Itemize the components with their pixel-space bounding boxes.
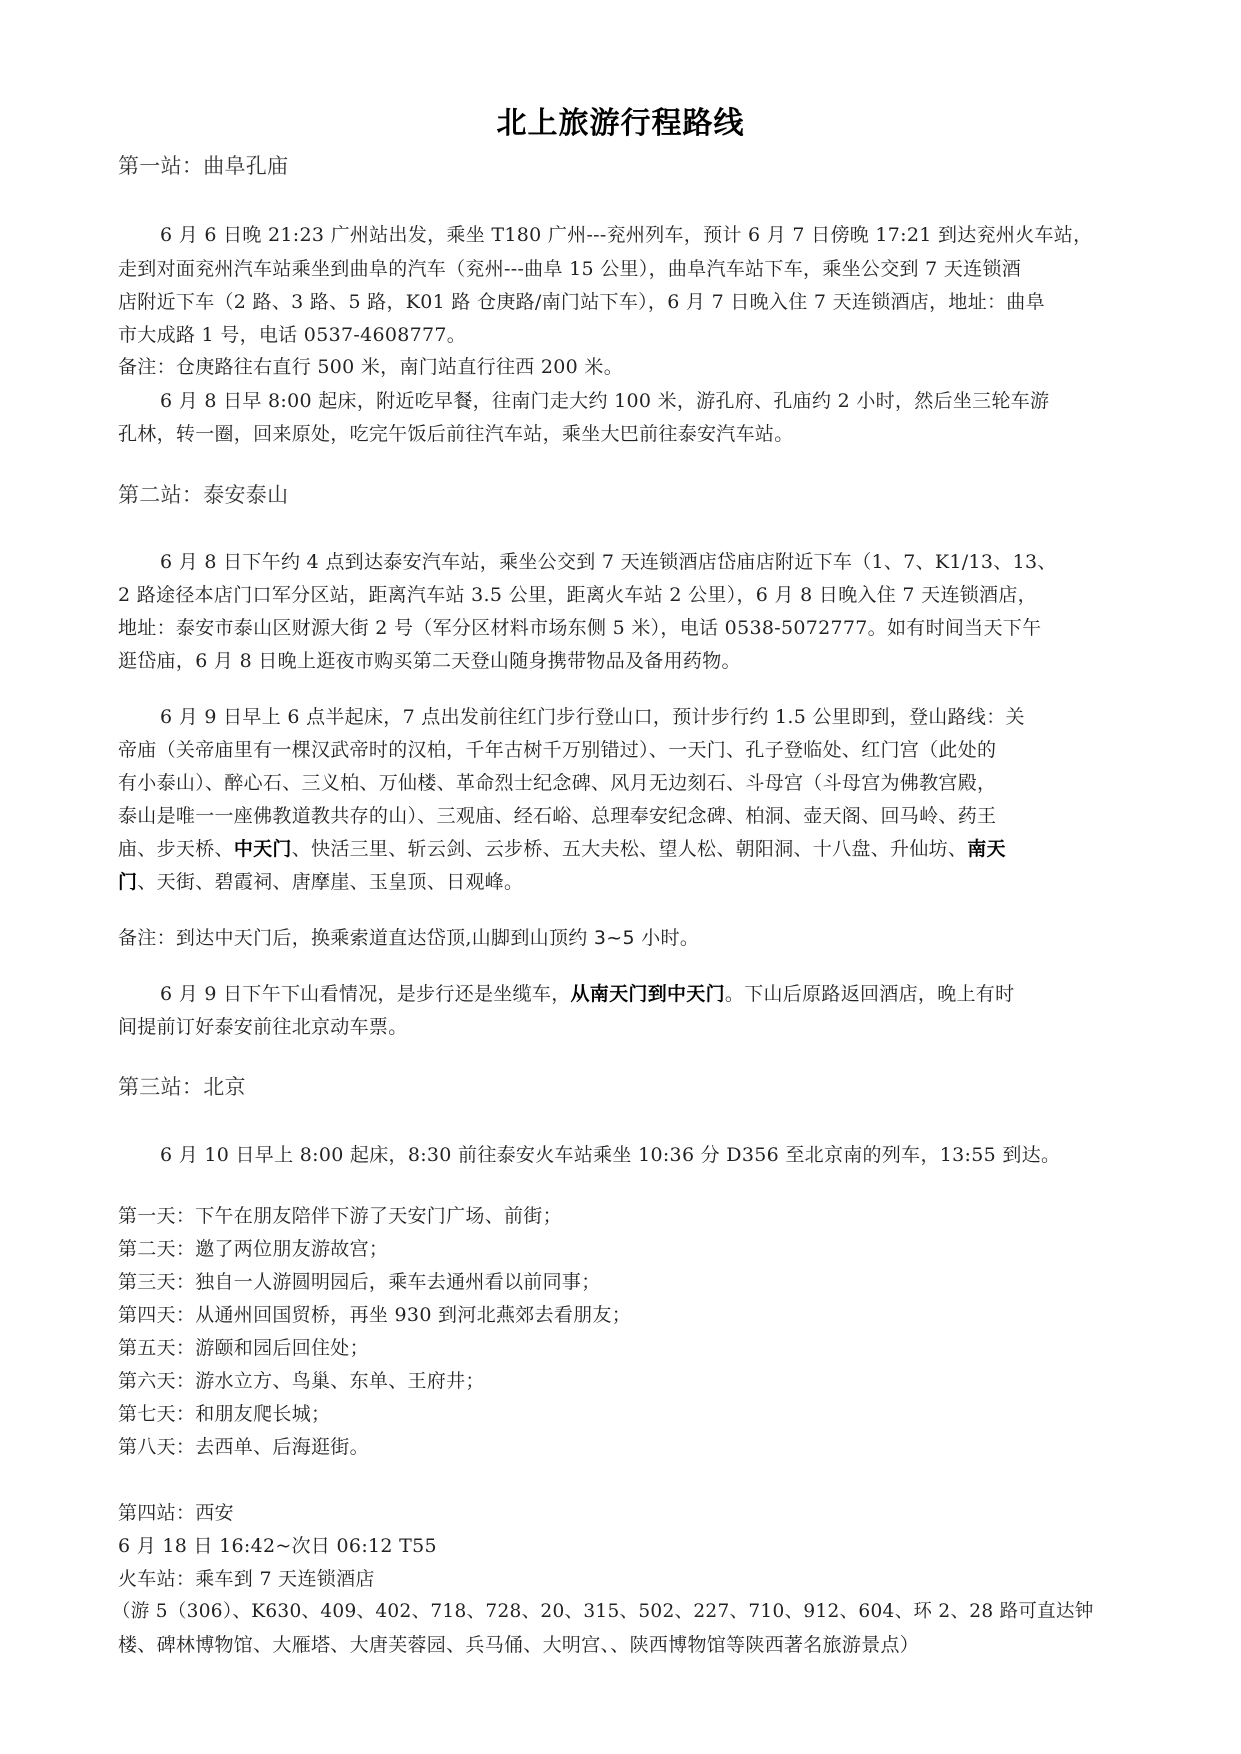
bold-place-nantianmen: 南天 (967, 838, 1006, 860)
paragraph-line: 楼、碑林博物馆、大雁塔、大唐芙蓉园、兵马俑、大明宫、、陕西博物馆等陕西著名旅游景点） (118, 1634, 920, 1656)
train-schedule: 6 月 18 日 16:42~次日 06:12 T55 (118, 1535, 437, 1557)
day-item: 第五天：游颐和园后回住处； (118, 1337, 369, 1359)
paragraph-line: 6 月 8 日早 8:00 起床，附近吃早餐，往南门走大约 100 米，游孔府、孔庙约 2 小时，然后坐三轮车游 (160, 390, 1050, 412)
day-item: 第八天：去西单、后海逛街。 (118, 1436, 369, 1458)
paragraph-line: 6 月 10 日早上 8:00 起床，8:30 前往泰安火车站乘坐 10:36 分 D356 至北京南的列车，13:55 到达。 (160, 1144, 1061, 1166)
paragraph-line: 帝庙（关帝庙里有一棵汉武帝时的汉柏，千年古树千万别错过）、一天门、孔子登临处、红门宫（此处的 (118, 739, 997, 761)
text-segment: 、天街、碧霞祠、唐摩崖、玉皇顶、日观峰。 (137, 871, 524, 893)
paragraph-line (160, 981, 1014, 1007)
paragraph-line: 6 月 9 日早上 6 点半起床，7 点出发前往红门步行登山口，预计步行约 1.5 公里即到，登山路线：关 (160, 706, 1025, 728)
paragraph-line: 2 路途径本店门口军分区站，距离汽车站 3.5 公里，距离火车站 2 公里），6 月 8 日晚入住 7 天连锁酒店， (118, 584, 1037, 606)
day-item: 第二天：邀了两位朋友游故宫； (118, 1238, 389, 1260)
paragraph-line: 地址：泰安市泰山区财源大街 2 号（军分区材料市场东侧 5 米），电话 0538-5072777。如有时间当天下午 (118, 617, 1042, 639)
paragraph-line: 间提前订好泰安前往北京动车票。 (118, 1016, 408, 1038)
text-segment: 。下山后原路返回酒店，晚上有时 (724, 983, 1015, 1005)
paragraph-line: 泰山是唯一一座佛教道教共存的山）、三观庙、经石峪、总理奉安纪念碑、柏洞、壶天阁、回马岭、药王 (118, 805, 997, 827)
paragraph-line: 逛岱庙，6 月 8 日晚上逛夜市购买第二天登山随身携带物品及备用药物。 (118, 650, 741, 672)
paragraph-line: 有小泰山）、醉心石、三义柏、万仙楼、革命烈士纪念碑、风月无边刻石、斗母宫（斗母宫为佛教宫殿， (118, 772, 997, 794)
text-segment: 6 月 9 日下午下山看情况，是步行还是坐缆车， (160, 983, 571, 1005)
paragraph-line: 6 月 8 日下午约 4 点到达泰安汽车站，乘坐公交到 7 天连锁酒店岱庙店附近下车（1、7、K1/13、13、 (160, 551, 1057, 573)
paragraph-line: 店附近下车（2 路、3 路、5 路，K01 路 仓庚路/南门站下车），6 月 7 日晚入住 7 天连锁酒店，地址：曲阜 (118, 291, 1045, 313)
paragraph-line (118, 869, 523, 895)
text-segment: 小时。 (634, 927, 700, 949)
station-heading-1: 第一站：曲阜孔庙 (118, 154, 289, 178)
station-heading-4: 第四站：西安 (118, 1502, 234, 1524)
bold-text: 门 (118, 871, 138, 893)
text-segment: 、快活三里、斩云剑、云步桥、五大夫松、望人松、朝阳洞、十八盘、升仙坊、 (291, 838, 968, 860)
paragraph-line: 市大成路 1 号，电话 0537-4608777。 (118, 324, 467, 346)
station-heading-3: 第三站：北京 (118, 1075, 246, 1099)
bold-place-zhongtianmen: 中天门 (233, 838, 292, 860)
day-item: 第四天：从通州回国贸桥，再坐 930 到河北燕郊去看朋友； (118, 1304, 632, 1326)
document-title: 北上旅游行程路线 (496, 106, 745, 141)
day-item: 第一天：下午在朋友陪伴下游了天安门广场、前街； (118, 1205, 562, 1227)
paragraph-line: 走到对面兖州汽车站乘坐到曲阜的汽车（兖州---曲阜 15 公里），曲阜汽车站下车，乘坐公交到 7 天连锁酒 (118, 258, 1022, 280)
text-segment: 备注：到达中天门后，换乘索道直达岱顶,山脚到山顶约 (118, 927, 594, 949)
paragraph-line (118, 836, 1006, 862)
paragraph-line: 6 月 6 日晚 21:23 广州站出发，乘坐 T180 广州---兖州列车，预计 6 月 7 日傍晚 17:21 到达兖州火车站， (160, 224, 1093, 246)
paragraph-line: 孔林，转一圈，回来原处，吃完午饭后前往汽车站，乘坐大巴前往泰安汽车站。 (118, 423, 794, 445)
note-line (118, 925, 699, 951)
day-item: 第六天：游水立方、鸟巢、东单、王府井； (118, 1370, 485, 1392)
bus-routes-line: （游 5（306）、K630、409、402、718、728、20、315、502、227、710、912、604、环 2、28 路可直达钟 (112, 1601, 1094, 1622)
day-item: 第三天：独自一人游圆明园后，乘车去通州看以前同事； (118, 1271, 601, 1293)
hours-range: 3~5 (593, 927, 635, 949)
station-heading-2: 第二站：泰安泰山 (118, 483, 289, 507)
bold-route: 从南天门到中天门 (570, 983, 725, 1005)
day-item: 第七天：和朋友爬长城； (118, 1403, 331, 1425)
paragraph-line: 火车站：乘车到 7 天连锁酒店 (118, 1568, 375, 1590)
note-line: 备注：仓庚路往右直行 500 米，南门站直行往西 200 米。 (118, 356, 623, 378)
text-segment: 庙、步天桥、 (118, 838, 234, 860)
